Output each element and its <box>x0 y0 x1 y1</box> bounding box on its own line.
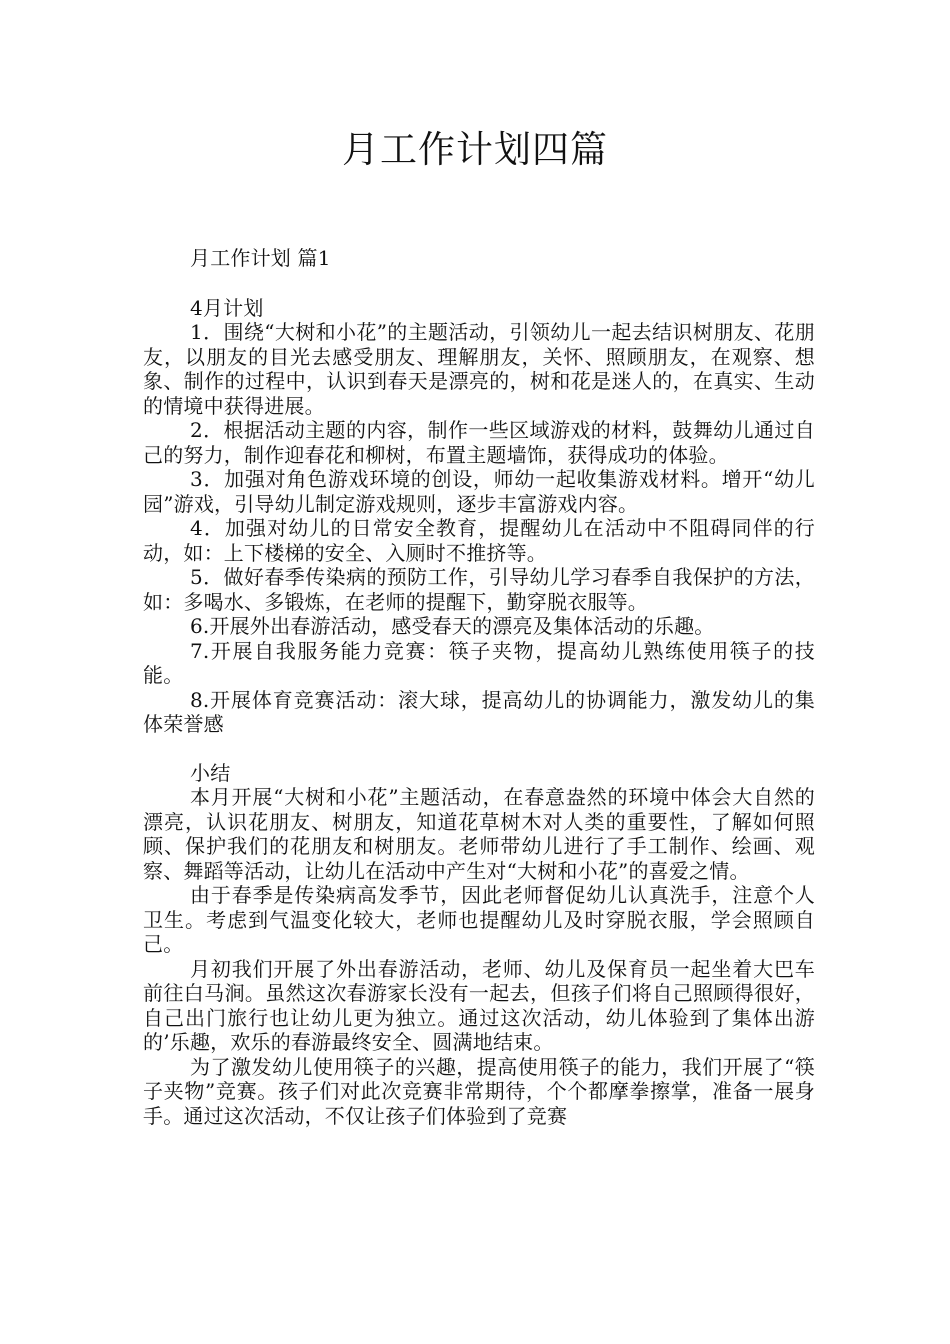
spacer <box>143 737 815 761</box>
plan-item: 8.开展体育竞赛活动：滚大球，提高幼儿的协调能力，激发幼儿的集体荣誉感 <box>143 687 815 736</box>
summary-paragraph: 由于春季是传染病高发季节，因此老师督促幼儿认真洗手，注意个人卫生。考虑到气温变化较大，老师也提醒幼儿及时穿脱衣服，学会照顾自己。 <box>143 883 815 956</box>
spacer <box>143 271 815 296</box>
plan-item: 7.开展自我服务能力竞赛：筷子夹物，提高幼儿熟练使用筷子的技能。 <box>143 638 815 687</box>
document-title: 月工作计划四篇 <box>342 128 608 171</box>
plan-item: 1．围绕“大树和小花”的主题活动，引领幼儿一起去结识树朋友、花朋友，以朋友的目光去感受朋友、理解朋友，关怀、照顾朋友，在观察、想象、制作的过程中，认识到春天是漂亮的，树和花是迷人的，在真实、生动的情境中获得进展。 <box>143 320 815 418</box>
section-heading: 月工作计划 篇1 <box>190 246 331 270</box>
plan-item: 4．加强对幼儿的日常安全教育，提醒幼儿在活动中不阻碍同伴的行动，如：上下楼梯的安全、入厕时不推挤等。 <box>143 516 815 565</box>
summary-paragraph: 本月开展“大树和小花”主题活动，在春意盎然的环境中体会大自然的漂亮，认识花朋友、树朋友，知道花草树木对人类的重要性，了解如何照顾、保护我们的花朋友和树朋友。老师带幼儿进行了手工制作、绘画、观察、舞蹈等活动，让幼儿在活动中产生对“大树和小花”的喜爱之情。 <box>143 785 815 883</box>
plan-item: 6.开展外出春游活动，感受春天的漂亮及集体活动的乐趣。 <box>190 614 715 638</box>
summary-paragraph: 为了激发幼儿使用筷子的兴趣，提高使用筷子的能力，我们开展了“筷子夹物”竞赛。孩子们对此次竞赛非常期待，个个都摩拳擦掌，准备一展身手。通过这次活动，不仅让孩子们体验到了竞赛 <box>143 1054 815 1128</box>
plan-item: 5．做好春季传染病的预防工作，引导幼儿学习春季自我保护的方法，如：多喝水、多锻炼，在老师的提醒下，勤穿脱衣服等。 <box>143 565 815 614</box>
plan-heading: 4月计划 <box>190 295 264 320</box>
summary-heading: 小结 <box>190 760 231 785</box>
plan-item: 2．根据活动主题的内容，制作一些区域游戏的材料，鼓舞幼儿通过自己的努力，制作迎春花和柳树，布置主题墙饰，获得成功的体验。 <box>143 418 815 467</box>
plan-item: 3．加强对角色游戏环境的创设，师幼一起收集游戏材料。增开“幼儿园”游戏，引导幼儿制定游戏规则，逐步丰富游戏内容。 <box>143 467 815 516</box>
document-body <box>143 246 815 1128</box>
summary-paragraph: 月初我们开展了外出春游活动，老师、幼儿及保育员一起坐着大巴车前往白马涧。虽然这次春游家长没有一起去，但孩子们将自己照顾得很好，自己出门旅行也让幼儿更为独立。通过这次活动，幼儿体验到了集体出游的’乐趣，欢乐的春游最终安全、圆满地结束。 <box>143 956 815 1054</box>
